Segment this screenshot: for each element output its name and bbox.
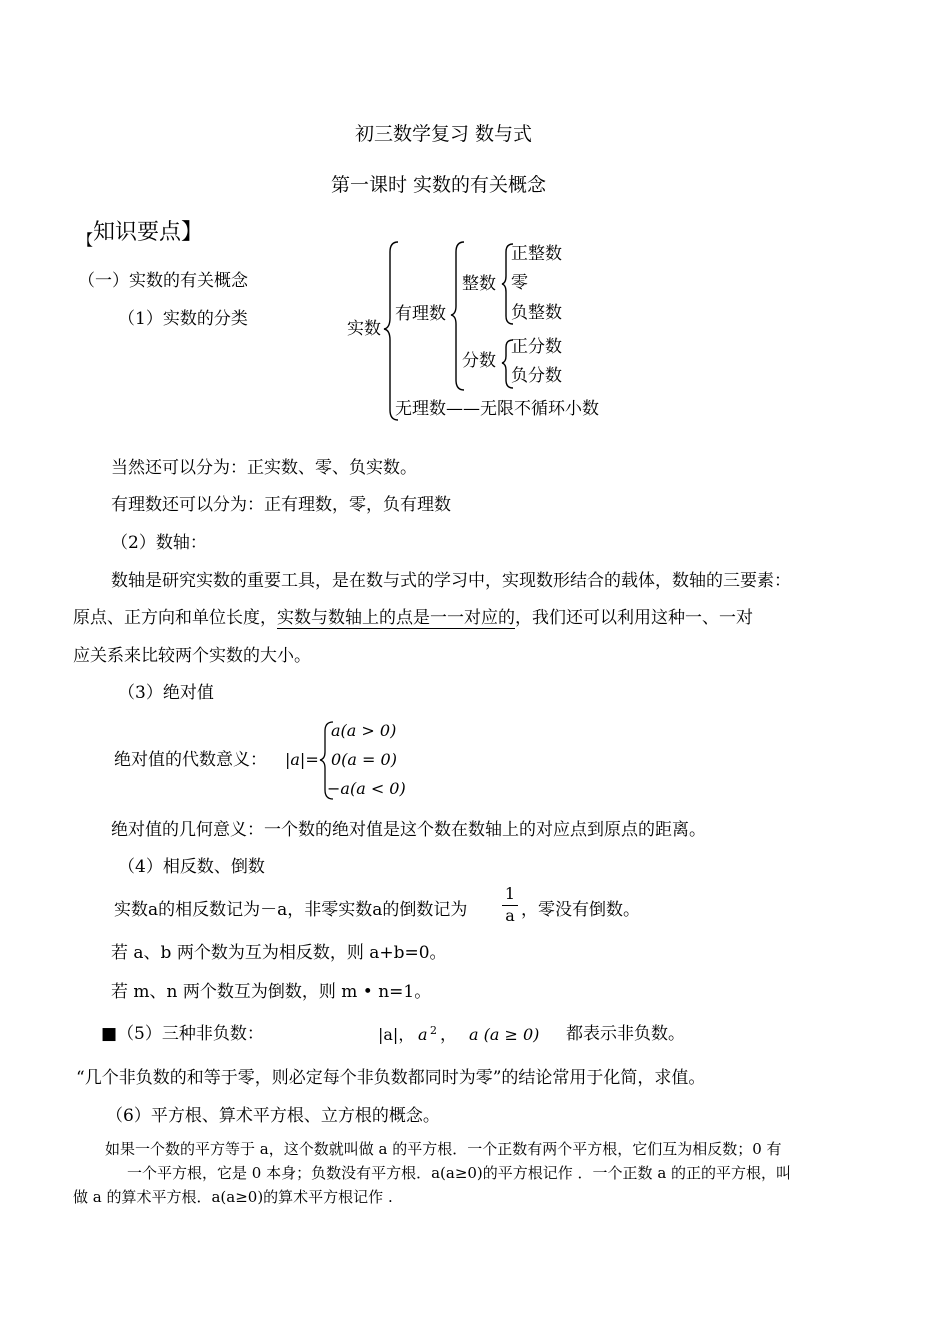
abs-case-zero: 0(a = 0) (331, 750, 397, 769)
paragraph-real-split: 当然还可以分为：正实数、零、负实数。 (111, 458, 417, 478)
tree-zero: 零 (511, 273, 528, 293)
subsection-2-title: （2）数轴： (111, 533, 207, 553)
subsection-4-title: （4）相反数、倒数 (118, 857, 265, 877)
section-1-title: （一）实数的有关概念 (78, 271, 248, 291)
tree-root-real: 实数 (347, 319, 381, 339)
tree-irrational: 无理数——无限不循环小数 (395, 399, 599, 419)
tree-rational: 有理数 (395, 304, 446, 324)
numberline-line-2-start: 原点、正方向和单位长度， (73, 608, 277, 628)
subsection-5-title (101, 1026, 264, 1043)
abs-lhs: |a|= (285, 750, 319, 769)
document-title: 初三数学复习 数与式 (355, 123, 533, 145)
opposite-rule: 若 a、b 两个数为互为相反数，则 a+b=0。 (111, 943, 447, 963)
nonneg-sqrt-expr: a (a ≥ 0) (469, 1025, 540, 1044)
heading-open-bracket: 【 (78, 231, 94, 249)
roots-line-3: 做 a 的算术平方根．a(a≥0)的算术平方根记作 . (73, 1188, 393, 1206)
abs-geometric-meaning: 绝对值的几何意义：一个数的绝对值是这个数在数轴上的对应点到原点的距离。 (111, 820, 706, 840)
abs-case-negative: −a(a < 0) (327, 779, 406, 798)
nonneg-abs-expr: |a|， (378, 1025, 415, 1044)
tree-negative-fraction: 负分数 (511, 366, 562, 386)
subsection-3-title: （3）绝对值 (118, 683, 214, 703)
numberline-underlined-phrase: 实数与数轴上的点是一一对应的 (277, 608, 515, 628)
subsection-6-title: （6）平方根、算术平方根、立方根的概念。 (106, 1106, 440, 1126)
subsection-1-title: （1）实数的分类 (118, 309, 248, 329)
fraction-numerator: 1 (504, 884, 516, 903)
abs-algebraic-label: 绝对值的代数意义： (114, 750, 267, 770)
heading-close-bracket: 】 (181, 220, 204, 245)
abs-case-positive: a(a > 0) (331, 721, 397, 740)
nonneg-conclusion: “几个非负数的和等于零，则必定每个非负数都同时为零”的结论常用于化简，求值。 (76, 1068, 706, 1088)
opposite-reciprocal-text: 实数a的相反数记为－a，非零实数a的倒数记为 (114, 900, 468, 920)
subsection-5-label: （5）三种非负数： (117, 1024, 264, 1044)
tree-integer: 整数 (462, 274, 496, 294)
numberline-line-3: 应关系来比较两个实数的大小。 (73, 646, 311, 666)
tree-positive-integer: 正整数 (511, 244, 562, 264)
nonneg-square-exponent: 2 (430, 1024, 437, 1037)
tree-positive-fraction: 正分数 (511, 337, 562, 357)
reciprocal-fraction (502, 886, 518, 924)
tree-fraction: 分数 (462, 351, 496, 371)
roots-line-2: 一个平方根，它是 0 本身；负数没有平方根．a(a≥0)的平方根记作 ．一个正数 a 的正的平方根，叫 (127, 1164, 792, 1182)
fraction-denominator: a (505, 906, 515, 925)
nonneg-tail: 都表示非负数。 (566, 1024, 685, 1044)
nonneg-square-base: a (418, 1025, 428, 1044)
numberline-line-2-end: ，我们还可以利用这种一、一对 (515, 608, 753, 628)
opposite-reciprocal-tail: ，零没有倒数。 (521, 900, 640, 920)
lesson-subtitle: 第一课时 实数的有关概念 (331, 174, 547, 196)
reciprocal-rule: 若 m、n 两个数互为倒数，则 m • n=1。 (111, 982, 432, 1002)
tree-negative-integer: 负整数 (511, 303, 562, 323)
heading-text: 知识要点 (93, 220, 182, 245)
nonneg-comma: ， (440, 1025, 457, 1045)
square-bullet-icon: ■ (101, 1024, 118, 1044)
paragraph-rational-split: 有理数还可以分为：正有理数，零，负有理数 (111, 495, 451, 515)
numberline-line-1: 数轴是研究实数的重要工具，是在数与式的学习中，实现数形结合的载体，数轴的三要素： (111, 571, 791, 591)
roots-line-1: 如果一个数的平方等于 a，这个数就叫做 a 的平方根．一个正数有两个平方根，它们互为相反数；0 有 (105, 1140, 782, 1158)
